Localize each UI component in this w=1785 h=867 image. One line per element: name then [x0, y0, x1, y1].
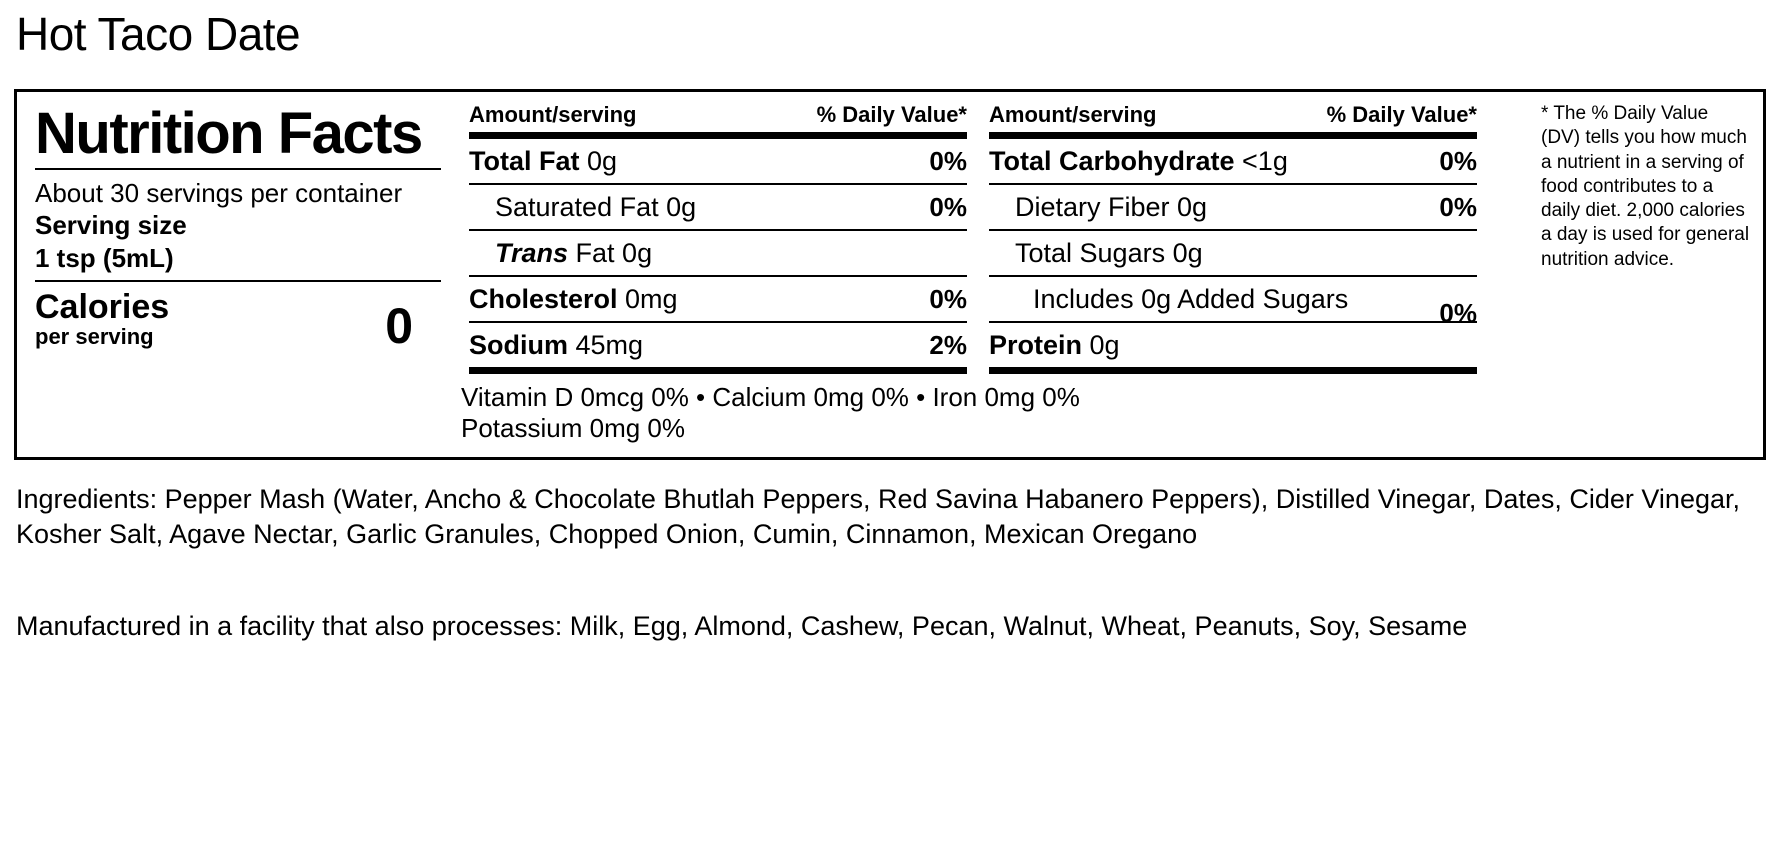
table-row: [469, 231, 967, 277]
nutrient-name: [469, 146, 617, 177]
micronutrients-line-2: Potassium 0mg 0%: [461, 413, 685, 444]
nutrient-name: Includes 0g Added Sugars: [1033, 284, 1349, 315]
nutrient-name: Dietary Fiber 0g: [1015, 191, 1208, 222]
nutrient-dv: 2%: [929, 330, 967, 361]
micronutrients: [461, 374, 1751, 444]
serving-size-value: 1 tsp (5mL): [35, 242, 174, 273]
trans-italic: Trans: [495, 237, 569, 268]
nutrient-amount: 0g: [1082, 330, 1120, 361]
table-row: [989, 185, 1477, 231]
column-header-left: [469, 102, 967, 139]
nutrient-name-bold: Sodium: [469, 330, 568, 361]
label-page: [0, 8, 1785, 867]
nutrition-summary-column: [29, 102, 461, 445]
nutrient-amount: 0g: [579, 145, 618, 176]
table-row: [469, 277, 967, 323]
nutrient-dv: 0%: [929, 145, 967, 176]
nutrient-amount: 0mg: [617, 284, 678, 315]
nutrient-name: [469, 284, 678, 315]
nutrient-name-bold: Total Fat: [469, 145, 580, 176]
nutrient-name: Total Sugars 0g: [1015, 237, 1203, 268]
nutrient-dv: 0%: [929, 284, 967, 315]
nutrient-data-columns: [461, 102, 1523, 374]
servings-per-container: About 30 servings per container: [35, 177, 403, 208]
nutrient-dv: 0%: [929, 191, 967, 222]
header-daily-value: % Daily Value*: [1326, 101, 1477, 127]
divider: [35, 280, 441, 282]
header-amount-serving: Amount/serving: [989, 101, 1157, 127]
table-row: [469, 323, 967, 374]
nutrient-name: Saturated Fat 0g: [495, 191, 697, 222]
nutrient-dv: 0%: [1439, 145, 1477, 176]
nutrient-column-right: [979, 102, 1489, 374]
calories-sublabel: per serving: [35, 323, 154, 349]
table-row: [469, 185, 967, 231]
nutrient-name-bold: Protein: [989, 330, 1083, 361]
table-row: [989, 277, 1477, 329]
nutrition-facts-title: Nutrition Facts: [35, 100, 422, 166]
nutrient-columns-wrap: [461, 102, 1751, 445]
table-row: [989, 231, 1477, 277]
column-header-right: [989, 102, 1477, 139]
nutrient-amount: 45mg: [568, 330, 644, 361]
nutrient-column-left: [469, 102, 979, 374]
ingredients-text: Ingredients: Pepper Mash (Water, Ancho & Chocolate Bhutlah Peppers, Red Savina Habanero Peppers), Distilled Vinegar, Dates, Cider Vinegar, Kosher Salt, Agave Nectar, Garlic Granules, Chopped Onion, Cumin, Cinnamon, Mexican Oregano: [16, 483, 1740, 550]
nutrient-name-bold: Total Carbohydrate: [989, 145, 1235, 176]
table-row: [989, 139, 1477, 185]
calories-value: 0: [385, 297, 413, 354]
daily-value-footnote: * The % Daily Value (DV) tells you how much a nutrient in a serving of food contributes to a daily diet. 2,000 calories a day is used for general nutrition advice.: [1541, 102, 1750, 270]
nutrient-name: [989, 330, 1120, 361]
calories-row: [35, 287, 441, 354]
nutrient-name: [989, 146, 1288, 177]
nutrient-name-bold: Cholesterol: [469, 284, 618, 315]
nutrition-facts-panel: [14, 89, 1766, 460]
nutrient-columns: [461, 102, 1751, 374]
calories-label: Calories: [35, 287, 170, 326]
micronutrients-line-1: Vitamin D 0mcg 0% • Calcium 0mg 0% • Iron 0mg 0%: [461, 382, 1080, 413]
header-amount-serving: Amount/serving: [469, 101, 637, 127]
nutrient-name: Trans Fat 0g: [495, 237, 653, 268]
header-daily-value: % Daily Value*: [816, 101, 967, 127]
page-title: Hot Taco Date: [16, 8, 301, 60]
allergen-statement: Manufactured in a facility that also processes: Milk, Egg, Almond, Cashew, Pecan, Walnut, Wheat, Peanuts, Soy, Sesame: [16, 610, 1468, 641]
serving-size-label: Serving size: [35, 210, 187, 241]
divider: [35, 168, 441, 170]
table-row: [989, 323, 1477, 374]
table-row: [469, 139, 967, 185]
nutrient-amount: <1g: [1234, 145, 1288, 176]
nutrient-dv: 0%: [1439, 298, 1477, 329]
nutrient-name: [469, 330, 643, 361]
nutrient-dv: 0%: [1439, 191, 1477, 222]
